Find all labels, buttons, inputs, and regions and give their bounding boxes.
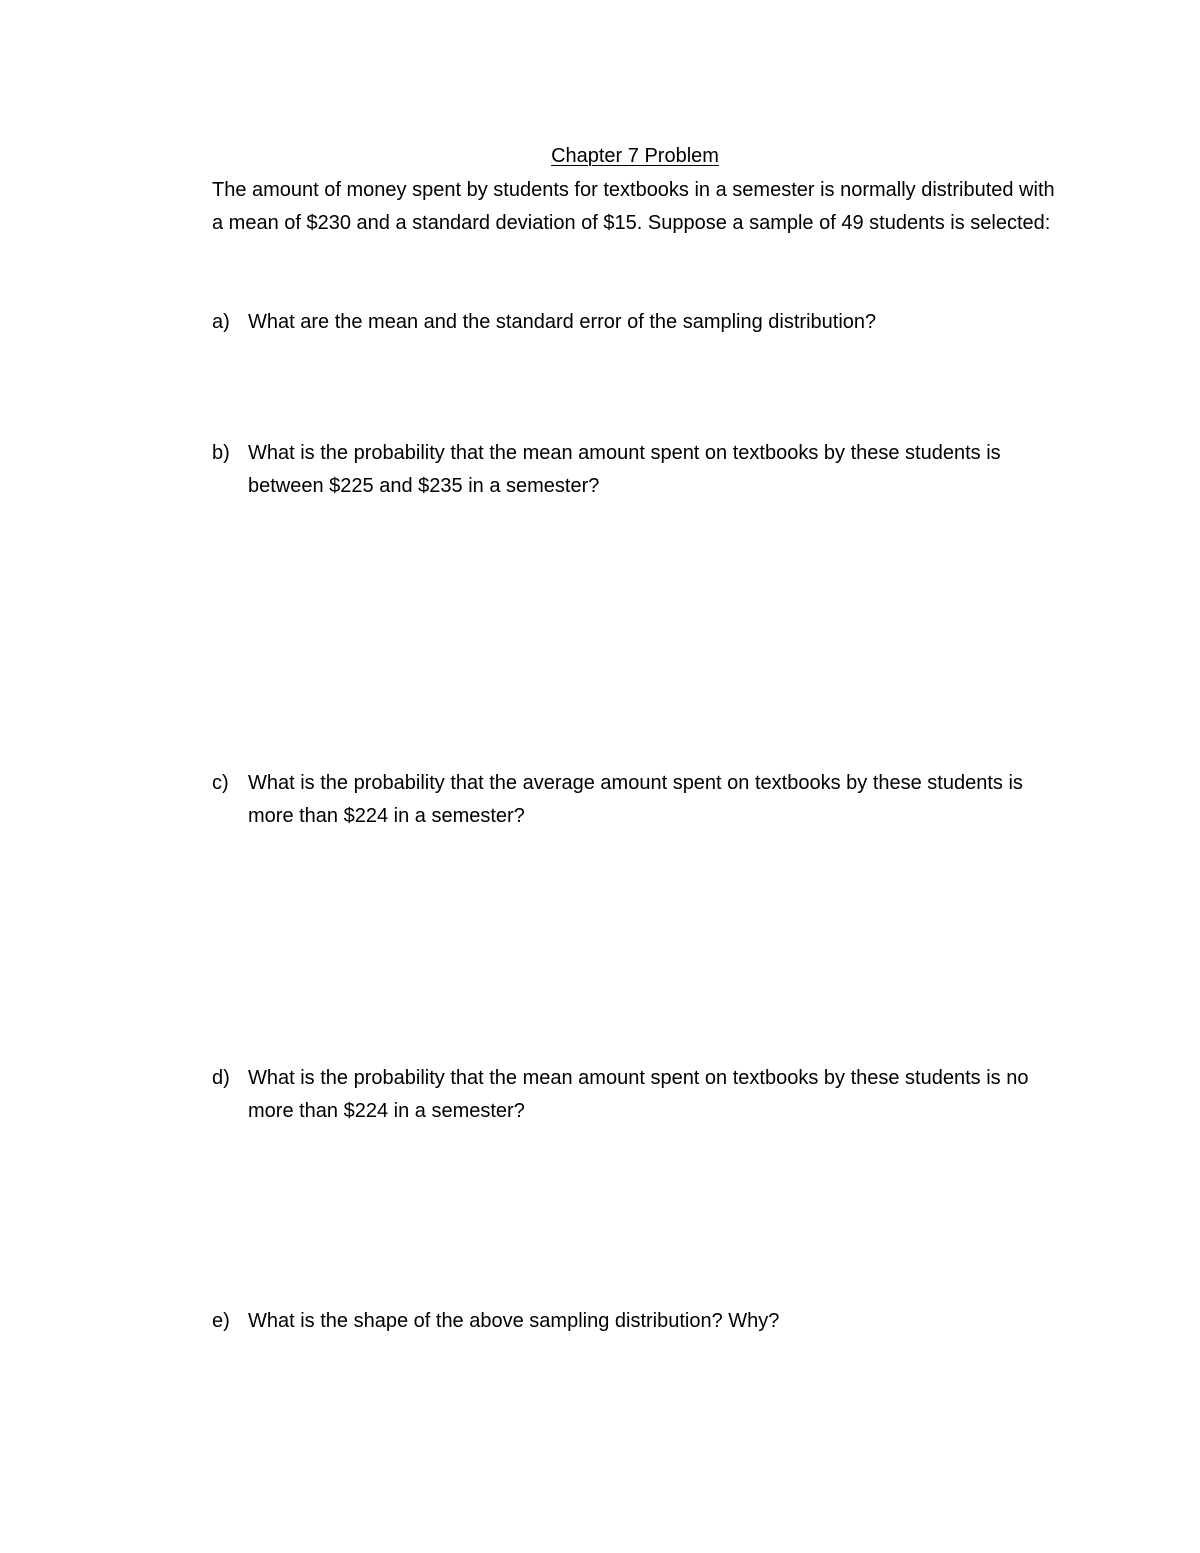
question-e <box>212 1305 1072 1338</box>
problem-statement: The amount of money spent by students for textbooks in a semester is normally distributed with a mean of $230 and a standard deviation of $15. Suppose a sample of 49 students is selected: <box>212 179 1055 234</box>
question-marker: a) <box>212 311 230 333</box>
question-c <box>212 767 1072 833</box>
question-text: What is the probability that the mean amount spent on textbooks by these students is between $225 and $235 in a semester? <box>248 442 1001 497</box>
question-text: What are the mean and the standard error of the sampling distribution? <box>248 311 877 333</box>
question-marker: e) <box>212 1310 230 1332</box>
question-text: What is the probability that the mean amount spent on textbooks by these students is no more than $224 in a semester? <box>248 1067 1029 1122</box>
question-a <box>212 306 1072 339</box>
question-b <box>212 437 1072 503</box>
question-marker: b) <box>212 442 230 464</box>
question-text: What is the shape of the above sampling distribution? Why? <box>248 1310 780 1332</box>
question-text: What is the probability that the average amount spent on textbooks by these students is more than $224 in a semester? <box>248 772 1023 827</box>
question-marker: d) <box>212 1067 230 1089</box>
page-title: Chapter 7 Problem <box>551 145 719 167</box>
question-d <box>212 1062 1072 1128</box>
question-marker: c) <box>212 772 229 794</box>
